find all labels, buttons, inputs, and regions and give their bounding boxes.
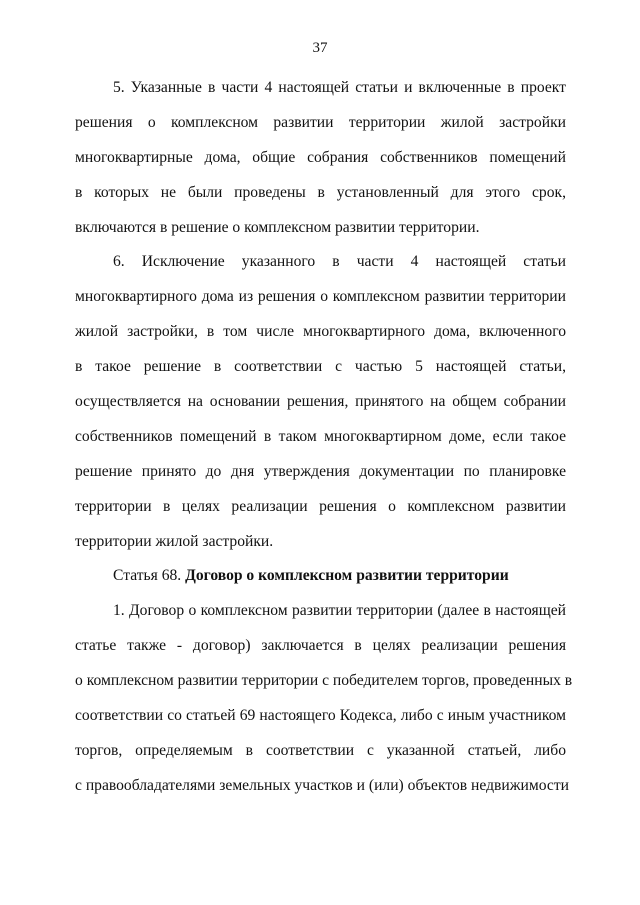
paragraph-68-1 xyxy=(75,594,573,803)
paragraph-5-line-4: в которых не были проведены в установленный для этого срок, xyxy=(75,183,566,201)
paragraph-68-1-line-3: о комплексном развитии территории с победителем торгов, проведенных в xyxy=(75,672,573,690)
paragraph-6-line-8: территории в целях реализации решения о комплексном развитии xyxy=(75,497,566,515)
paragraph-6-line-5: осуществляется на основании решения, принятого на общем собрании xyxy=(75,393,566,411)
paragraph-68-1-line-1: 1. Договор о комплексном развитии территории (далее в настоящей xyxy=(113,602,566,620)
paragraph-6-line-9: территории жилой застройки. xyxy=(75,532,274,550)
paragraph-6-line-4: в такое решение в соответствии с частью 5 настоящей статьи, xyxy=(75,358,566,376)
paragraph-5-line-5: включаются в решение о комплексном развитии территории. xyxy=(75,218,480,236)
paragraph-6-line-2: многоквартирного дома из решения о комплексном развитии территории xyxy=(75,288,566,306)
paragraph-68-1-line-5: торгов, определяемым в соответствии с указанной статьей, либо xyxy=(75,741,566,759)
article-68-title: Договор о комплексном развитии территории xyxy=(185,567,509,585)
paragraph-6 xyxy=(75,245,566,559)
paragraph-5-line-1: 5. Указанные в части 4 настоящей статьи и включенные в проект xyxy=(113,79,566,96)
paragraph-68-1-line-6: с правообладателями земельных участков и (или) объектов недвижимости xyxy=(75,776,569,794)
paragraph-68-1-line-2: статье также - договор) заключается в целях реализации решения xyxy=(75,637,566,655)
paragraph-5 xyxy=(75,71,566,245)
paragraph-5-line-3: многоквартирные дома, общие собрания собственников помещений xyxy=(75,148,566,166)
article-68-heading xyxy=(75,559,566,594)
paragraph-6-line-7: решение принято до дня утверждения документации по планировке xyxy=(75,462,566,480)
page-number: 37 xyxy=(312,40,328,56)
document-body xyxy=(75,71,573,804)
paragraph-6-line-1: 6. Исключение указанного в части 4 настоящей статьи xyxy=(113,253,566,271)
paragraph-5-line-2: решения о комплексном развитии территории жилой застройки xyxy=(75,113,566,131)
paragraph-6-line-3: жилой застройки, в том числе многоквартирного дома, включенного xyxy=(75,323,566,341)
paragraph-68-1-line-4: соответствии со статьей 69 настоящего Кодекса, либо с иным участником xyxy=(75,707,566,725)
article-68-label: Статья 68. xyxy=(113,567,182,585)
paragraph-6-line-6: собственников помещений в таком многоквартирном доме, если такое xyxy=(75,427,566,445)
